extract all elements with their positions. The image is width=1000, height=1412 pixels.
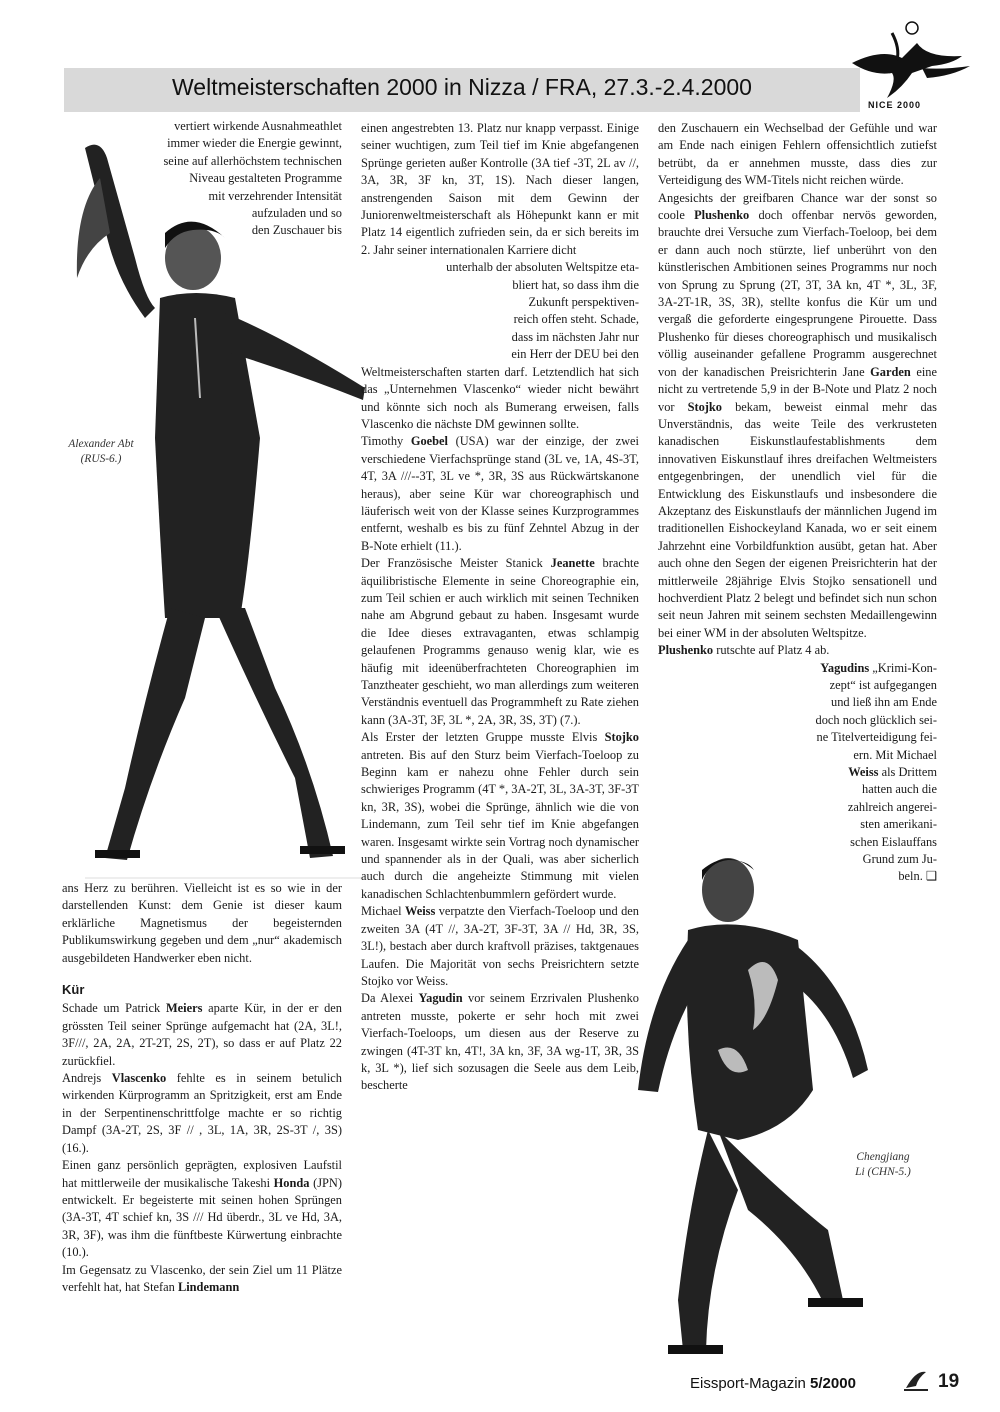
text-line: bliert hat, so dass ihm die [512, 277, 639, 292]
text-line: Grund zum Ju- [862, 852, 937, 867]
text-line: Zukunft perspektiven- [528, 295, 639, 310]
paragraph: Michael Weiss verpatzte den Vierfach-Toeloop und den zweiten 3A (4T //, 3A-2T, 3F-3T, 3A // Hd, 3R, 3S, 3L!), bestach aber durch kraftvoll präzises, taktgenaues Laufen. Die Majorität von sechs Preisrichtern setzte Stojko vor Weiss. [361, 904, 639, 988]
skater-name: Meiers [165, 1001, 203, 1016]
page-title: Weltmeisterschaften 2000 in Nizza / FRA, 27.3.-2.4.2000 [172, 74, 752, 100]
photo-caption-li [838, 1150, 928, 1180]
text-line: ein Herr der DEU bei den [511, 347, 639, 362]
footer-magazine: Eissport-Magazin 5/2000 [690, 1375, 856, 1392]
column-3 [658, 120, 937, 886]
text-line: Weiss als Drittem [848, 765, 937, 780]
skater-name: Jeanette [550, 556, 595, 571]
caption-line: Alexander Abt [68, 438, 134, 450]
skater-name: Plushenko [694, 208, 750, 223]
text-line: seine auf allerhöchstem technischen [163, 153, 342, 168]
paragraph: Schade um Patrick Meiers aparte Kür, in der er den grössten Teil seiner Sprünge aufgemacht hat (2A, 3L!, 3F///, 2A, 2A, 2T-2T, 2S, 2T), so dass er auf Platz 22 zurückfiel. [62, 1001, 342, 1068]
text-line: immer wieder die Energie gewinnt, [167, 136, 342, 151]
paragraph: Andrejs Vlascenko fehlte es in seinem betulich wirkenden Kürprogramm an Spritzigkeit, erst am Ende in der Serpentinenschrittfolge machte er so richtig Dampf (3A-2T, 2S, 3F // , 3L, 1A, 3R, 2S-3T /, 3S) (16.). [62, 1071, 342, 1155]
paragraph: Der Französische Meister Stanick Jeanette brachte äquilibristische Elemente in seine Choreographie ein, zum Teil schien er auch wirklich mit seinen Techniken nahe am Abgrund gebaut zu haben. Insgesamt wurde die Idee dieses extravaganten, etwas schlampig gelaufenen Programms genauso wenig klar, wie es häufig mit ideenüberfrachteten Choreographien im Tanztheater geschieht, wo man allerdings zum weiteren Verständnis eventuell das Programmheft zu Rate ziehen kann (3A-3T, 3F, 3L *, 2A, 3R, 3S, 3T) (7.). [361, 556, 640, 727]
text-line: dass im nächsten Jahr nur [511, 329, 639, 344]
text-line: beln. ❑ [898, 869, 937, 884]
skater-name: Plushenko [658, 643, 714, 658]
magazine-logo-icon [902, 1366, 930, 1394]
skater-name: Weiss [405, 904, 436, 919]
skater-name: Goebel [410, 434, 448, 449]
skater-photo-abt [65, 138, 365, 880]
paragraph: Im Gegensatz zu Vlascenko, der sein Ziel um 11 Plätze verfehlt hat, hat Stefan Lindemann [62, 1262, 342, 1294]
text-line: unterhalb der absoluten Weltspitze eta- [446, 260, 639, 275]
text-line: doch noch glücklich sei- [815, 712, 937, 727]
paragraph: Timothy Goebel (USA) war der einzige, der zwei verschiedene Vierfachsprünge stand (3L ve, 1A, 4S-3T, 4T, 3A ///--3T, 3L ve *, 3R, 3S aus Rückwärtskanone heraus), aber seine Kür war choreographisch und läuferisch weit von der Klasse seines Kurzprogrammes entfernt, weshalb es bis zu fünf Zehntel Abzug in der B-Note erhielt (11.). [361, 434, 639, 553]
col1-intro [62, 118, 342, 240]
text-line: mit verzehrender Intensität [208, 188, 342, 203]
paragraph: Weltmeisterschaften starten darf. Letztendlich hat sich das „Unternehmen Vlascenko“ wieder nicht bewährt und könnte sich noch als Bumerang erweisen, falls Vlascenko die nächste DM gewinnen sollte. [361, 364, 639, 431]
skater-name: Vlascenko [111, 1071, 167, 1086]
text-line: aufzuladen und so [251, 206, 342, 221]
paragraph: den Zuschauern ein Wechselbad der Gefühle und war am Ende nach einigen Fehlern offensichtlich zutiefst betrübt, da er annehmen musste, dass dies zur Verteidigung des WM-Titels nicht reichen würde. [658, 121, 937, 188]
text-line: vertiert wirkende Ausnahmeathlet [174, 119, 342, 133]
issue-number: 5/2000 [810, 1375, 856, 1392]
text-line: sten amerikani- [860, 817, 937, 832]
column-2 [361, 120, 639, 1095]
skater-name: Lindemann [177, 1279, 240, 1294]
skater-photo-li [628, 830, 890, 1390]
paragraph: ans Herz zu berühren. Vielleicht ist es so wie in der darstellenden Kunst: dem Genie ist dieser kaum erklärliche Magnetismus der begeisternden Publikumswirkung gegeben und dem „nur“ akademisch ausgebildeten Handwerker eben nicht. [62, 881, 342, 965]
caption-line: Chengjiang [856, 1151, 910, 1163]
wrapped-lines [707, 660, 937, 886]
caption-line: (RUS-6.) [80, 453, 122, 465]
logo-text: NICE 2000 [868, 100, 922, 110]
paragraph: Da Alexei Yagudin vor seinem Erzrivalen Plushenko antreten musste, pokerte er sehr hoch mit zwei Vierfach-Toeloops, um diesen aus der Reserve zu zwingen (4T-3T kn, 4T!, 3A kn, 3F, 3A wg-1T, 3R, 3S k, 3L *), lief sich sozusagen die Seele aus dem Leib, bescherte [361, 991, 639, 1093]
text-line: Niveau gestalteten Programme [189, 171, 342, 186]
paragraph: einen angestrebten 13. Platz nur knapp verpasst. Einige seiner wuchtigen, zum Teil tief im Knie abgefangenen Sprünge gerieten außer Kontrolle (3A tief -3T, 2L av //, 3A, 3R, 3F kn, 3T, 1S). Nach dieser langen, anstrengenden Saison mit dem Gewinn der Juniorenweltmeisterschaft als Höhepunkt kann er mit Platz 14 eigentlich zufrieden sein, da er sich bereits im 2. Jahr seiner internationalen Karriere dicht [361, 121, 639, 257]
text-line: den Zuschauer bis [251, 223, 342, 238]
skater-name: Stojko [604, 730, 639, 745]
text-line: schen Eislauffans [850, 834, 937, 849]
text-line: ne Titelverteidigung fei- [816, 730, 937, 745]
caption-line: Li (CHN-5.) [855, 1166, 911, 1178]
text-line: ern. Mit Michael [853, 747, 937, 762]
text-line: zahlreich angerei- [847, 799, 937, 814]
text-line: zept“ ist aufgegangen [829, 678, 937, 692]
section-heading-kuer: Kür [62, 982, 85, 998]
photo-caption-abt [56, 437, 146, 467]
paragraph: Plushenko rutschte auf Platz 4 ab. [658, 643, 830, 658]
judge-name: Garden [870, 364, 911, 379]
column-1 [62, 880, 342, 1296]
wrapped-lines [361, 259, 639, 363]
paragraph: Einen ganz persönlich geprägten, explosiven Laufstil hat mittlerweile der musikalische Takeshi Honda (JPN) entwickelt. Er begeisterte mit seinen hohen Sprüngen (3A-3T, 4T schief kn, 3S /// Hd überdr., 3L ve Hd, 3A, 3R, 3F), was ihm die fünftbeste Kürwertung einbrachte (10.). [62, 1158, 343, 1260]
paragraph: Angesichts der greifbaren Chance war der sonst so coole Plushenko doch offenbar nervös geworden, brauchte drei Versuche zum Vierfach-Toeloop, bei dem er dann auch noch stürzte, lief unberührt von den künstlerischen Ambitionen seines Programms nur noch von Sprung zu Sprung (2T, 3T, 3A kn, 4T *, 3L, 3F, 3A-2T-1R, 3S, 3R), stellte konfus die Kür um und vergaß die geforderte eingesprungene Pirouette. Dass Plushenko für dieses choreographisch und musikalisch völlig auseinander gefallene Programm ausgerechnet von der kanadischen Preisrichterin Jane Garden eine nicht zu vertretende 5,9 in der B-Note und Platz 2 noch vor Stojko bekam, beweist einmal mehr das Unverständnis, das weite Teile des verkrusteten kanadischen Eiskunstlaufestablishments dem innovativen Eiskunstlauf ihres dreifachen Weltmeisters entgegenbringen, der unendlich viel für die Entwicklung des Eiskunstlaufs und insbesondere die Akzeptanz des Eiskunstlaufs der männlichen Jugend im traditionellen Eishockeyland Kanada, wo er seit einem Jahrzehnt eine Vorbildfunktion ausübt, getan hat. Aber auch ohne den Segen der eigenen Preisrichterin hat der mittlerweile 28jährige Elvis Stojko sensationell und hochverdient Platz 2 belegt und befindet sich nun schon seit neun Jahren mit seinem sechsten Medaillengewinn bei einer WM in der absoluten Weltspitze. [658, 190, 938, 640]
skater-name: Honda [273, 1175, 310, 1190]
text-line: reich offen steht. Schade, [513, 312, 639, 327]
paragraph: Als Erster der letzten Gruppe musste Elvis Stojko antreten. Bis auf den Sturz beim Vierfach-Toeloop zu Beginn kam er nahezu ohne Fehler durch sein schwieriges Programm (4T *, 3A-2T, 3L, 3A-3T, 3F-3T kn, 3R, 3S), wobei die Sprünge, ähnlich wie die von Lindemann, zum Teil sehr tief im Knie abgefangen waren. Insgesamt wirkte sein Vortrag noch dynamischer und spannender als in der Quali, was aber sicherlich auch durch die angeheizte Stimmung mit vielen kanadischen Schlachtenbummlern gefördert wurde. [361, 730, 639, 901]
page-number: 19 [938, 1371, 960, 1392]
skater-name: Yagudin [418, 991, 463, 1006]
skater-name: Stojko [687, 399, 723, 414]
text-line: und ließ ihn am Ende [831, 695, 937, 710]
text-line: Yagudins „Krimi-Kon- [820, 660, 937, 675]
text-line: hatten auch die [862, 782, 937, 797]
